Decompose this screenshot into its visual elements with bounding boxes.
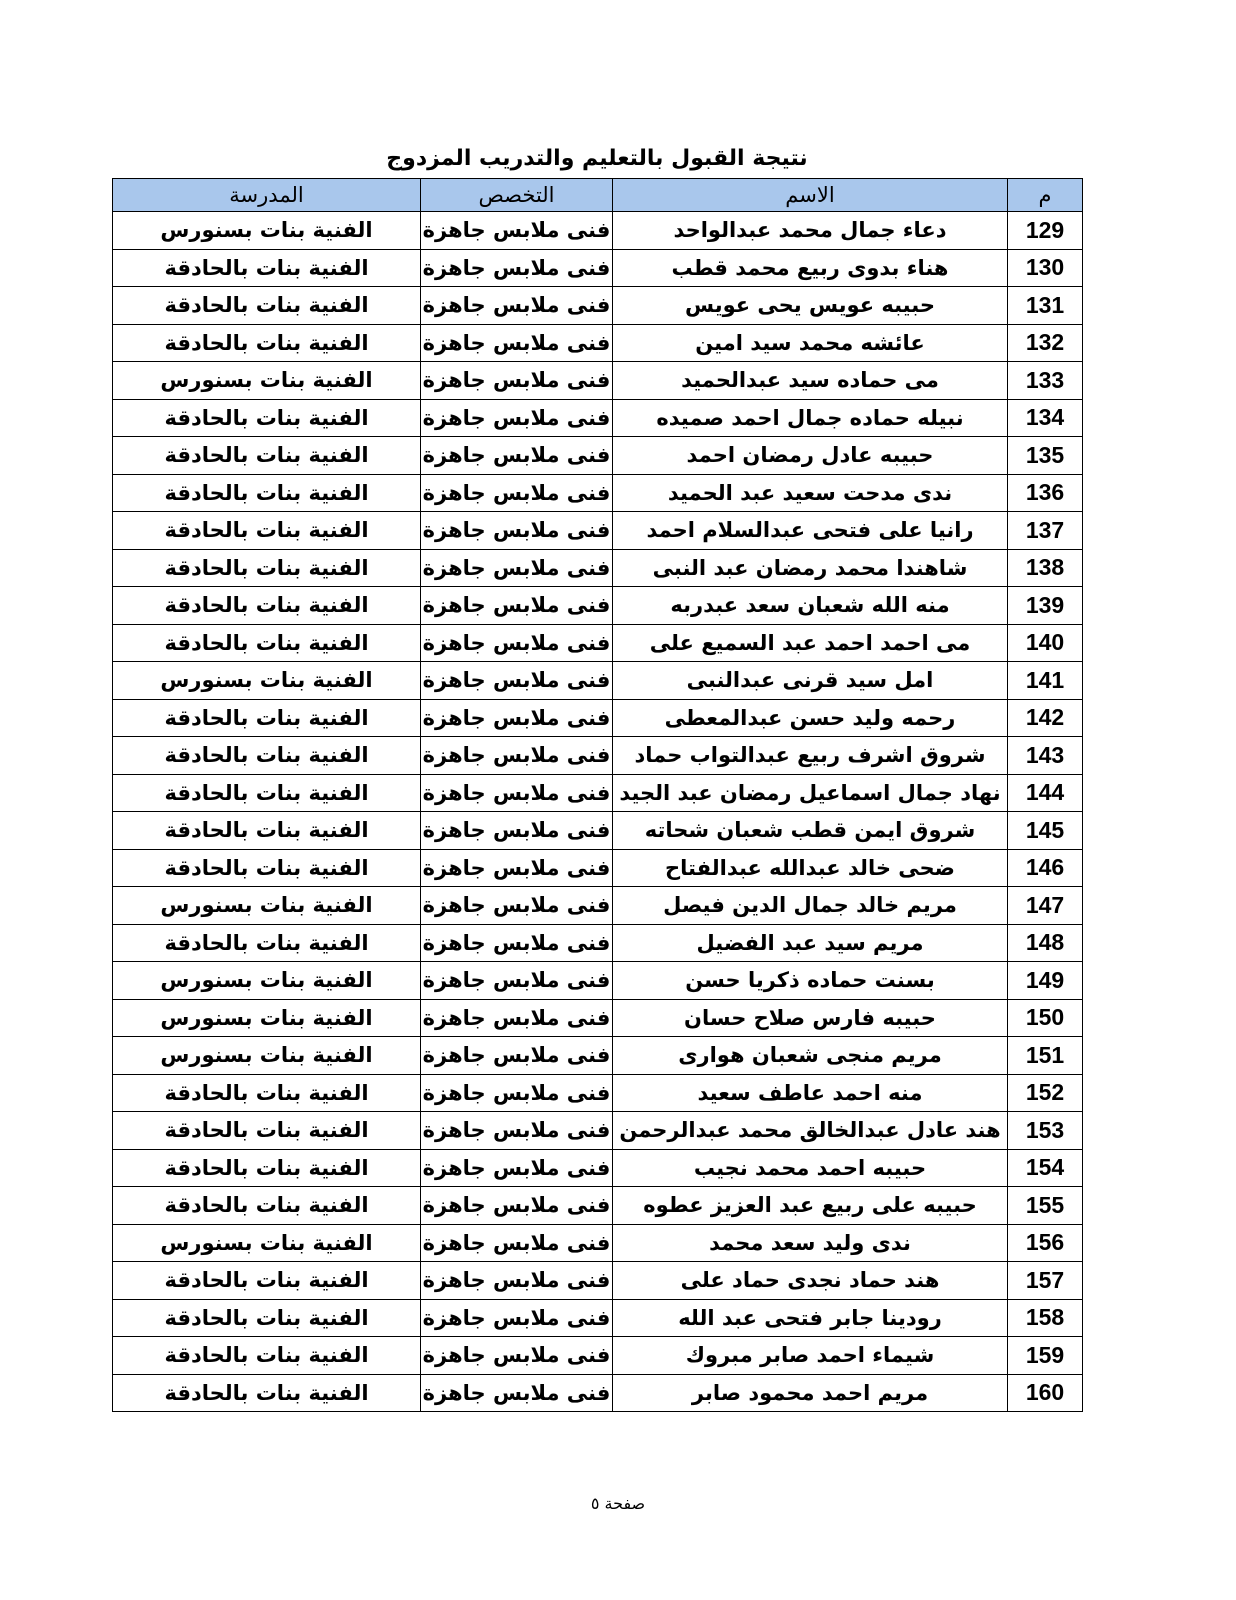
table-row xyxy=(113,1037,1083,1075)
table-row xyxy=(113,249,1083,287)
cell-specialization: فنى ملابس جاهزة xyxy=(421,699,613,737)
cell-name: ضحى خالد عبدالله عبدالفتاح xyxy=(613,849,1008,887)
cell-specialization: فنى ملابس جاهزة xyxy=(421,962,613,1000)
table-row xyxy=(113,324,1083,362)
cell-num: 158 xyxy=(1008,1299,1083,1337)
table-row xyxy=(113,1374,1083,1412)
table-row xyxy=(113,887,1083,925)
cell-specialization: فنى ملابس جاهزة xyxy=(421,1337,613,1375)
cell-num: 138 xyxy=(1008,549,1083,587)
table-header-row xyxy=(113,179,1083,212)
cell-school: الفنية بنات بالحادقة xyxy=(113,399,421,437)
cell-school: الفنية بنات بالحادقة xyxy=(113,437,421,475)
table-row xyxy=(113,1149,1083,1187)
table-row xyxy=(113,699,1083,737)
cell-name: شروق ايمن قطب شعبان شحاته xyxy=(613,812,1008,850)
cell-specialization: فنى ملابس جاهزة xyxy=(421,324,613,362)
cell-specialization: فنى ملابس جاهزة xyxy=(421,1374,613,1412)
cell-school: الفنية بنات بسنورس xyxy=(113,887,421,925)
cell-num: 133 xyxy=(1008,362,1083,400)
cell-school: الفنية بنات بالحادقة xyxy=(113,1374,421,1412)
cell-school: الفنية بنات بالحادقة xyxy=(113,1074,421,1112)
cell-specialization: فنى ملابس جاهزة xyxy=(421,249,613,287)
cell-school: الفنية بنات بالحادقة xyxy=(113,737,421,775)
cell-name: هند حماد نجدى حماد على xyxy=(613,1262,1008,1300)
cell-num: 160 xyxy=(1008,1374,1083,1412)
cell-school: الفنية بنات بالحادقة xyxy=(113,549,421,587)
cell-name: هند عادل عبدالخالق محمد عبدالرحمن xyxy=(613,1112,1008,1150)
table-row xyxy=(113,1262,1083,1300)
cell-num: 136 xyxy=(1008,474,1083,512)
cell-num: 147 xyxy=(1008,887,1083,925)
cell-name: حبيبه فارس صلاح حسان xyxy=(613,999,1008,1037)
cell-specialization: فنى ملابس جاهزة xyxy=(421,362,613,400)
cell-specialization: فنى ملابس جاهزة xyxy=(421,924,613,962)
cell-num: 132 xyxy=(1008,324,1083,362)
table-row xyxy=(113,512,1083,550)
cell-name: امل سيد قرنى عبدالنبى xyxy=(613,662,1008,700)
table-row xyxy=(113,999,1083,1037)
cell-name: حبيبه عادل رمضان احمد xyxy=(613,437,1008,475)
cell-name: دعاء جمال محمد عبدالواحد xyxy=(613,212,1008,250)
cell-school: الفنية بنات بسنورس xyxy=(113,212,421,250)
cell-name: منه احمد عاطف سعيد xyxy=(613,1074,1008,1112)
cell-num: 152 xyxy=(1008,1074,1083,1112)
cell-school: الفنية بنات بالحادقة xyxy=(113,587,421,625)
table-row xyxy=(113,812,1083,850)
cell-name: شاهندا محمد رمضان عبد النبى xyxy=(613,549,1008,587)
cell-num: 131 xyxy=(1008,287,1083,325)
cell-school: الفنية بنات بالحادقة xyxy=(113,924,421,962)
cell-name: رحمه وليد حسن عبدالمعطى xyxy=(613,699,1008,737)
document-title: نتيجة القبول بالتعليم والتدريب المزدوج xyxy=(386,146,808,171)
cell-specialization: فنى ملابس جاهزة xyxy=(421,624,613,662)
cell-specialization: فنى ملابس جاهزة xyxy=(421,1299,613,1337)
cell-school: الفنية بنات بالحادقة xyxy=(113,1187,421,1225)
table-row xyxy=(113,1112,1083,1150)
cell-num: 142 xyxy=(1008,699,1083,737)
column-header-specialization: التخصص xyxy=(421,179,613,212)
cell-name: بسنت حماده ذكريا حسن xyxy=(613,962,1008,1000)
cell-name: شروق اشرف ربيع عبدالتواب حماد xyxy=(613,737,1008,775)
cell-specialization: فنى ملابس جاهزة xyxy=(421,887,613,925)
table-row xyxy=(113,737,1083,775)
cell-school: الفنية بنات بسنورس xyxy=(113,362,421,400)
cell-num: 141 xyxy=(1008,662,1083,700)
table-row xyxy=(113,287,1083,325)
cell-specialization: فنى ملابس جاهزة xyxy=(421,474,613,512)
cell-school: الفنية بنات بالحادقة xyxy=(113,1299,421,1337)
table-row xyxy=(113,662,1083,700)
cell-name: حبيبه عويس يحى عويس xyxy=(613,287,1008,325)
cell-specialization: فنى ملابس جاهزة xyxy=(421,212,613,250)
cell-num: 145 xyxy=(1008,812,1083,850)
column-header-num: م xyxy=(1008,179,1083,212)
cell-specialization: فنى ملابس جاهزة xyxy=(421,662,613,700)
cell-num: 153 xyxy=(1008,1112,1083,1150)
table-row xyxy=(113,624,1083,662)
cell-num: 159 xyxy=(1008,1337,1083,1375)
cell-num: 151 xyxy=(1008,1037,1083,1075)
cell-specialization: فنى ملابس جاهزة xyxy=(421,587,613,625)
cell-school: الفنية بنات بالحادقة xyxy=(113,812,421,850)
results-table xyxy=(112,178,1083,1412)
table-row xyxy=(113,1187,1083,1225)
cell-school: الفنية بنات بالحادقة xyxy=(113,474,421,512)
cell-specialization: فنى ملابس جاهزة xyxy=(421,812,613,850)
cell-num: 137 xyxy=(1008,512,1083,550)
cell-school: الفنية بنات بالحادقة xyxy=(113,624,421,662)
page-number: صفحة ٥ xyxy=(590,1494,646,1513)
cell-num: 154 xyxy=(1008,1149,1083,1187)
cell-name: رانيا على فتحى عبدالسلام احمد xyxy=(613,512,1008,550)
cell-specialization: فنى ملابس جاهزة xyxy=(421,512,613,550)
cell-num: 144 xyxy=(1008,774,1083,812)
cell-school: الفنية بنات بالحادقة xyxy=(113,249,421,287)
cell-specialization: فنى ملابس جاهزة xyxy=(421,549,613,587)
cell-specialization: فنى ملابس جاهزة xyxy=(421,287,613,325)
cell-name: مريم منجى شعبان هوارى xyxy=(613,1037,1008,1075)
cell-school: الفنية بنات بالحادقة xyxy=(113,512,421,550)
column-header-school: المدرسة xyxy=(113,179,421,212)
cell-num: 134 xyxy=(1008,399,1083,437)
cell-school: الفنية بنات بالحادقة xyxy=(113,699,421,737)
table-row xyxy=(113,924,1083,962)
cell-num: 130 xyxy=(1008,249,1083,287)
cell-num: 143 xyxy=(1008,737,1083,775)
cell-name: مريم سيد عبد الفضيل xyxy=(613,924,1008,962)
cell-name: ندى وليد سعد محمد xyxy=(613,1224,1008,1262)
cell-name: عائشه محمد سيد امين xyxy=(613,324,1008,362)
cell-specialization: فنى ملابس جاهزة xyxy=(421,1187,613,1225)
cell-specialization: فنى ملابس جاهزة xyxy=(421,1224,613,1262)
cell-specialization: فنى ملابس جاهزة xyxy=(421,1149,613,1187)
cell-name: شيماء احمد صابر مبروك xyxy=(613,1337,1008,1375)
cell-specialization: فنى ملابس جاهزة xyxy=(421,999,613,1037)
cell-name: رودينا جابر فتحى عبد الله xyxy=(613,1299,1008,1337)
table-row xyxy=(113,474,1083,512)
cell-school: الفنية بنات بسنورس xyxy=(113,999,421,1037)
cell-num: 157 xyxy=(1008,1262,1083,1300)
table-row xyxy=(113,1299,1083,1337)
cell-specialization: فنى ملابس جاهزة xyxy=(421,1262,613,1300)
cell-num: 149 xyxy=(1008,962,1083,1000)
cell-name: مى حماده سيد عبدالحميد xyxy=(613,362,1008,400)
table-row xyxy=(113,399,1083,437)
cell-specialization: فنى ملابس جاهزة xyxy=(421,437,613,475)
cell-school: الفنية بنات بالحادقة xyxy=(113,1262,421,1300)
cell-specialization: فنى ملابس جاهزة xyxy=(421,774,613,812)
table-row xyxy=(113,437,1083,475)
cell-name: مريم احمد محمود صابر xyxy=(613,1374,1008,1412)
table-row xyxy=(113,587,1083,625)
cell-school: الفنية بنات بسنورس xyxy=(113,1224,421,1262)
table-row xyxy=(113,549,1083,587)
cell-school: الفنية بنات بالحادقة xyxy=(113,1149,421,1187)
cell-school: الفنية بنات بسنورس xyxy=(113,662,421,700)
cell-num: 150 xyxy=(1008,999,1083,1037)
cell-name: حبيبه احمد محمد نجيب xyxy=(613,1149,1008,1187)
cell-school: الفنية بنات بالحادقة xyxy=(113,1112,421,1150)
cell-name: نهاد جمال اسماعيل رمضان عبد الجيد xyxy=(613,774,1008,812)
cell-name: هناء بدوى ربيع محمد قطب xyxy=(613,249,1008,287)
cell-num: 155 xyxy=(1008,1187,1083,1225)
cell-num: 146 xyxy=(1008,849,1083,887)
cell-school: الفنية بنات بالحادقة xyxy=(113,287,421,325)
cell-name: مريم خالد جمال الدين فيصل xyxy=(613,887,1008,925)
cell-specialization: فنى ملابس جاهزة xyxy=(421,1037,613,1075)
cell-name: نبيله حماده جمال احمد صميده xyxy=(613,399,1008,437)
cell-specialization: فنى ملابس جاهزة xyxy=(421,849,613,887)
table-row xyxy=(113,774,1083,812)
cell-num: 139 xyxy=(1008,587,1083,625)
cell-num: 140 xyxy=(1008,624,1083,662)
cell-school: الفنية بنات بالحادقة xyxy=(113,324,421,362)
cell-name: حبيبه على ربيع عبد العزيز عطوه xyxy=(613,1187,1008,1225)
cell-school: الفنية بنات بالحادقة xyxy=(113,1337,421,1375)
cell-specialization: فنى ملابس جاهزة xyxy=(421,1074,613,1112)
cell-num: 156 xyxy=(1008,1224,1083,1262)
cell-num: 135 xyxy=(1008,437,1083,475)
cell-school: الفنية بنات بسنورس xyxy=(113,962,421,1000)
table-row xyxy=(113,1224,1083,1262)
table-row xyxy=(113,1337,1083,1375)
cell-school: الفنية بنات بسنورس xyxy=(113,1037,421,1075)
cell-num: 148 xyxy=(1008,924,1083,962)
column-header-name: الاسم xyxy=(613,179,1008,212)
cell-school: الفنية بنات بالحادقة xyxy=(113,849,421,887)
cell-specialization: فنى ملابس جاهزة xyxy=(421,737,613,775)
cell-name: ندى مدحت سعيد عبد الحميد xyxy=(613,474,1008,512)
table-row xyxy=(113,362,1083,400)
cell-name: منه الله شعبان سعد عبدربه xyxy=(613,587,1008,625)
table-row xyxy=(113,849,1083,887)
table-row xyxy=(113,962,1083,1000)
cell-num: 129 xyxy=(1008,212,1083,250)
table-row xyxy=(113,212,1083,250)
cell-name: مى احمد احمد عبد السميع على xyxy=(613,624,1008,662)
cell-specialization: فنى ملابس جاهزة xyxy=(421,399,613,437)
cell-school: الفنية بنات بالحادقة xyxy=(113,774,421,812)
cell-specialization: فنى ملابس جاهزة xyxy=(421,1112,613,1150)
table-row xyxy=(113,1074,1083,1112)
